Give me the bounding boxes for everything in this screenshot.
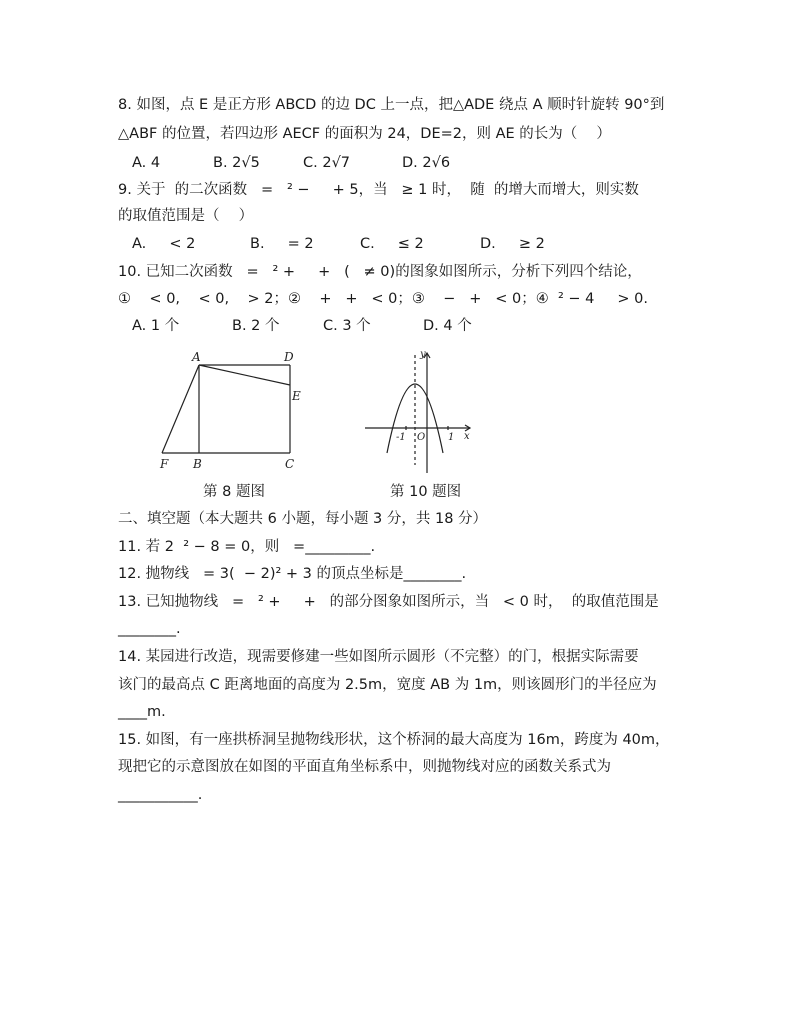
- fig8-label-c: C: [285, 457, 295, 471]
- fig10-label-neg1: -1: [396, 432, 406, 443]
- q15-line2: 现把它的示意图放在如图的平面直角坐标系中，则抛物线对应的函数关系式为: [118, 759, 611, 775]
- q14-line3: ____m.: [118, 704, 166, 720]
- fig10-label-origin: O: [417, 432, 426, 443]
- q8-line1: 8. 如图，点 E 是正方形 ABCD 的边 DC 上一点，把△ADE 绕点 A 顺时针旋转 90°到: [118, 97, 665, 113]
- q10-line1: 10. 已知二次函数 = ² + + ( ≠ 0)的图象如图所示，分析下列四个结论，: [118, 264, 642, 280]
- q13-line1: 13. 已知抛物线 = ² + + 的部分图象如图所示，当 < 0 时， 的取值范围是: [118, 594, 659, 610]
- q10-option-b: B. 2 个: [232, 318, 280, 334]
- q15-line1: 15. 如图，有一座拱桥洞呈抛物线形状，这个桥洞的最大高度为 16m，跨度为 40m，: [118, 732, 670, 748]
- q10-option-c: C. 3 个: [323, 318, 371, 334]
- figure-8: [150, 345, 320, 475]
- q9-option-b: B. = 2: [250, 236, 314, 252]
- q9-option-a: A. < 2: [132, 236, 196, 252]
- q14-line2: 该门的最高点 C 距离地面的高度为 2.5m，宽度 AB 为 1m，则该圆形门的半径应为: [118, 677, 657, 693]
- q14-line1: 14. 某园进行改造，现需要修建一些如图所示圆形（不完整）的门，根据实际需要: [118, 649, 639, 665]
- figure-8-caption: 第 8 题图: [203, 484, 265, 500]
- figure-10: [360, 345, 480, 480]
- fig8-label-d: D: [284, 350, 294, 364]
- q9-option-d: D. ≥ 2: [480, 236, 545, 252]
- q9-line1: 9. 关于 的二次函数 = ² − + 5，当 ≥ 1 时， 随 的增大而增大，则实数: [118, 182, 639, 198]
- fig8-label-f: F: [160, 457, 169, 471]
- q11: 11. 若 2 ² − 8 = 0，则 =_________.: [118, 539, 376, 555]
- q8-line2: △ABF 的位置，若四边形 AECF 的面积为 24，DE=2，则 AE 的长为（ ）: [118, 126, 611, 142]
- q10-option-a: A. 1 个: [132, 318, 180, 334]
- fig8-label-e: E: [292, 389, 301, 403]
- fig10-label-y: y: [420, 349, 426, 360]
- q9-option-c: C. ≤ 2: [360, 236, 424, 252]
- figure-10-caption: 第 10 题图: [390, 484, 462, 500]
- fig10-label-x: x: [464, 431, 470, 442]
- section-2-heading: 二、填空题（本大题共 6 小题，每小题 3 分，共 18 分）: [118, 511, 488, 527]
- q13-line2: ________.: [118, 621, 181, 637]
- q10-option-d: D. 4 个: [423, 318, 472, 334]
- q8-option-c: C. 2√7: [303, 155, 351, 171]
- q8-option-d: D. 2√6: [402, 155, 451, 171]
- fig8-label-a: A: [192, 350, 201, 364]
- q15-line3: ___________.: [118, 787, 203, 803]
- q12: 12. 抛物线 = 3( − 2)² + 3 的顶点坐标是________.: [118, 566, 467, 582]
- q9-line2: 的取值范围是（ ）: [118, 208, 254, 224]
- q8-option-b: B. 2√5: [213, 155, 260, 171]
- fig8-label-b: B: [193, 457, 202, 471]
- fig10-label-one: 1: [448, 432, 455, 443]
- q10-line2: ① < 0, < 0, > 2；② + + < 0；③ − + < 0；④ ² − 4 > 0.: [118, 291, 648, 307]
- q8-option-a: A. 4: [132, 155, 161, 171]
